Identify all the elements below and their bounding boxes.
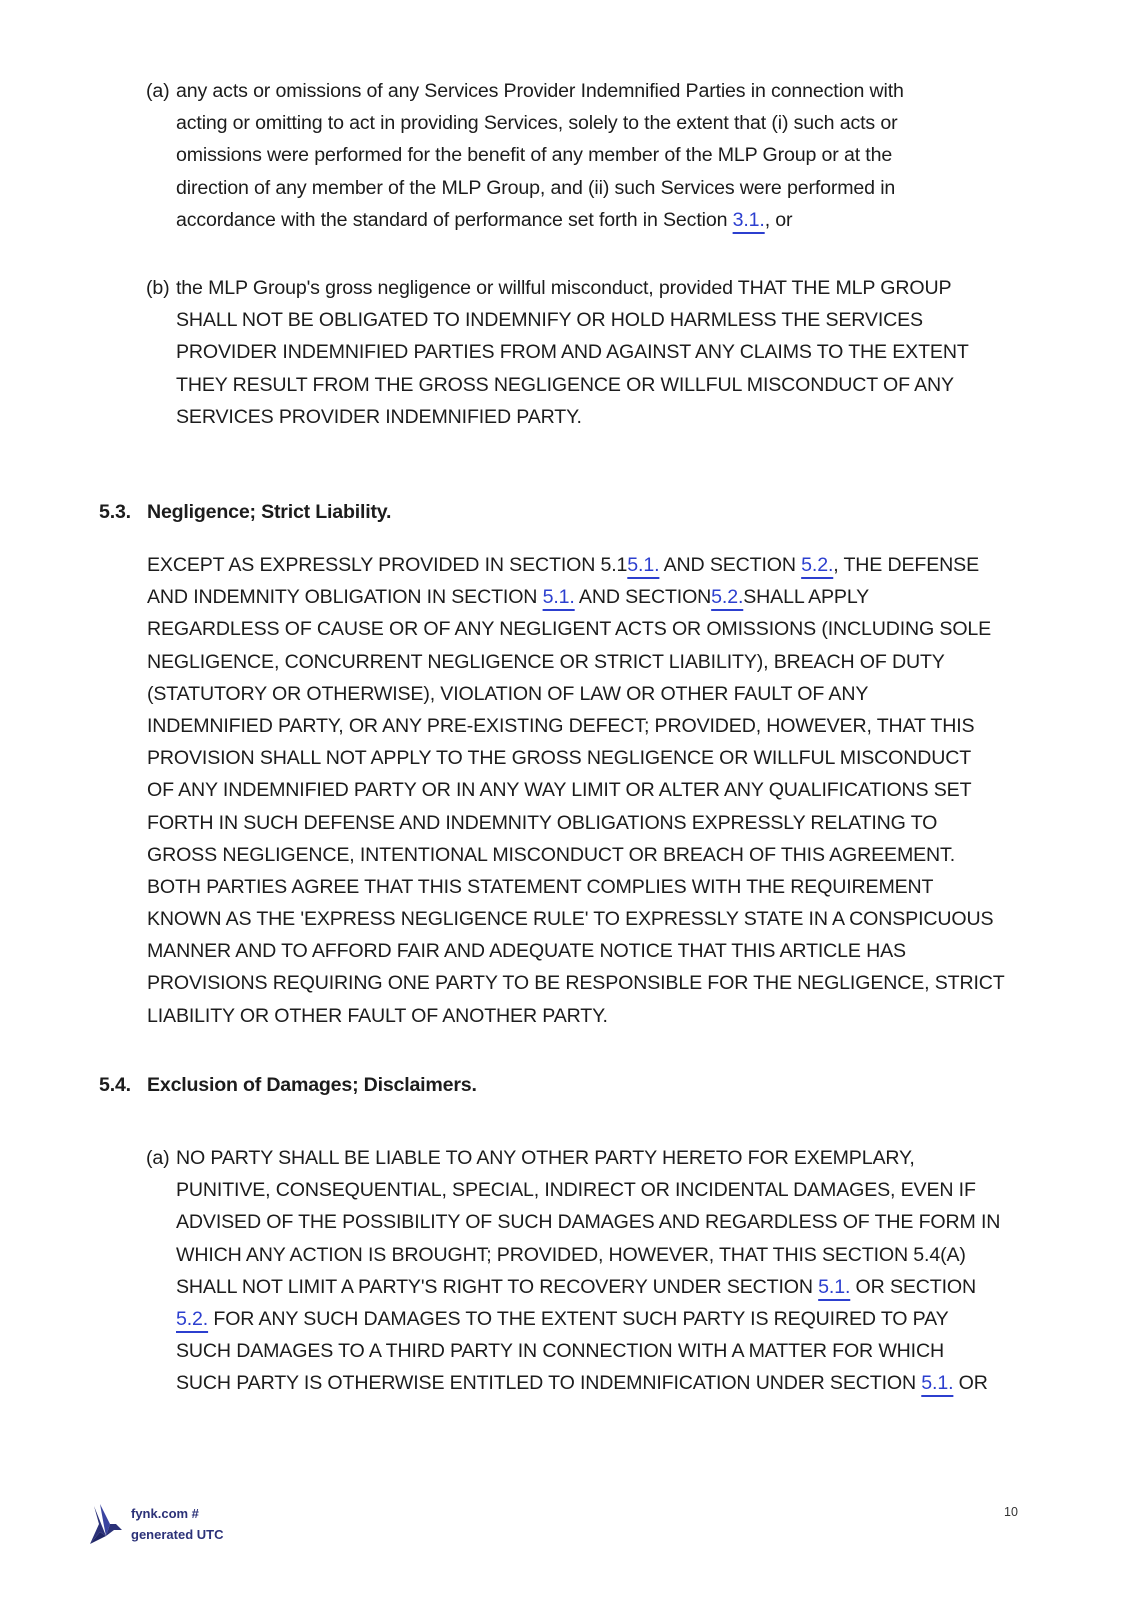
text-line: [176, 1303, 1000, 1335]
section-heading-5-4: [99, 1070, 477, 1100]
section-number: 5.3.: [99, 501, 131, 523]
clause-5-2-a: [146, 75, 904, 236]
clause-5-3-body: [147, 549, 1005, 1032]
origami-bird-icon: [86, 1500, 126, 1544]
text-line: BOTH PARTIES AGREE THAT THIS STATEMENT COMPLIES WITH THE REQUIREMENT: [147, 875, 934, 898]
section-heading-5-3: [99, 497, 391, 527]
section-link-5-1[interactable]: 5.1.: [542, 586, 575, 609]
list-marker: (a): [146, 80, 170, 102]
text-span: SHALL APPLY: [743, 586, 870, 609]
text-span: OR SECTION: [850, 1275, 976, 1298]
text-span: AND INDEMNITY OBLIGATION IN SECTION: [147, 586, 543, 609]
section-link-5-2[interactable]: 5.2.: [176, 1307, 209, 1330]
text-span: SUCH PARTY IS OTHERWISE ENTITLED TO INDEMNIFICATION UNDER SECTION: [176, 1372, 922, 1395]
text-line: acting or omitting to act in providing Services, solely to the extent that (i) such acts or: [176, 112, 898, 135]
text-line: NO PARTY SHALL BE LIABLE TO ANY OTHER PARTY HERETO FOR EXEMPLARY,: [176, 1147, 915, 1169]
text-line: direction of any member of the MLP Group, and (ii) such Services were performed in: [176, 176, 896, 199]
section-number: 5.4.: [99, 1074, 131, 1096]
text-span: , or: [764, 208, 793, 231]
text-line: omissions were performed for the benefit of any member of the MLP Group or at the: [176, 144, 893, 167]
text-line: PROVIDER INDEMNIFIED PARTIES FROM AND AGAINST ANY CLAIMS TO THE EXTENT: [176, 341, 969, 364]
list-marker: (a): [146, 1147, 170, 1169]
text-span: AND SECTION: [574, 586, 712, 609]
text-line: SHALL NOT BE OBLIGATED TO INDEMNIFY OR HOLD HARMLESS THE SERVICES: [176, 309, 923, 332]
text-span: FOR ANY SUCH DAMAGES TO THE EXTENT SUCH PARTY IS REQUIRED TO PAY: [208, 1307, 949, 1330]
text-span: , THE DEFENSE: [833, 554, 980, 576]
text-line: [147, 581, 1005, 613]
text-line: LIABILITY OR OTHER FAULT OF ANOTHER PARTY.: [147, 1004, 608, 1027]
text-line: SERVICES PROVIDER INDEMNIFIED PARTY.: [176, 405, 582, 428]
section-title: Negligence; Strict Liability.: [147, 501, 392, 523]
page-number: 10: [1004, 1505, 1018, 1519]
text-line: ADVISED OF THE POSSIBILITY OF SUCH DAMAGES AND REGARDLESS OF THE FORM IN: [176, 1211, 1001, 1234]
clause-5-2-b: [146, 272, 969, 433]
text-line: MANNER AND TO AFFORD FAIR AND ADEQUATE NOTICE THAT THIS ARTICLE HAS: [147, 940, 906, 963]
clause-5-4-a: [146, 1142, 1001, 1400]
text-line: [176, 1271, 1000, 1303]
text-line: WHICH ANY ACTION IS BROUGHT; PROVIDED, HOWEVER, THAT THIS SECTION 5.4(A): [176, 1243, 966, 1266]
footer-generated-line: generated UTC: [131, 1527, 224, 1542]
text-span: OR: [953, 1372, 988, 1395]
section-link-5-1[interactable]: 5.1.: [921, 1372, 954, 1395]
text-line: any acts or omissions of any Services Provider Indemnified Parties in connection with: [176, 80, 904, 102]
section-title: Exclusion of Damages; Disclaimers.: [147, 1074, 477, 1096]
text-line: INDEMNIFIED PARTY, OR ANY PRE-EXISTING DEFECT; PROVIDED, HOWEVER, THAT THIS: [147, 714, 975, 737]
text-line: [176, 1367, 1000, 1399]
text-span: EXCEPT AS EXPRESSLY PROVIDED IN SECTION 5.1: [147, 554, 628, 576]
text-line: NEGLIGENCE, CONCURRENT NEGLIGENCE OR STRICT LIABILITY), BREACH OF DUTY: [147, 650, 945, 673]
text-line: PROVISION SHALL NOT APPLY TO THE GROSS NEGLIGENCE OR WILLFUL MISCONDUCT: [147, 747, 972, 770]
text-line: (STATUTORY OR OTHERWISE), VIOLATION OF LAW OR OTHER FAULT OF ANY: [147, 682, 869, 705]
text-line: GROSS NEGLIGENCE, INTENTIONAL MISCONDUCT OR BREACH OF THIS AGREEMENT.: [147, 843, 955, 866]
text-span: accordance with the standard of performance set forth in Section: [176, 208, 733, 231]
section-link-5-1[interactable]: 5.1.: [818, 1275, 851, 1298]
list-marker: (b): [146, 277, 170, 299]
section-link-5-2[interactable]: 5.2.: [711, 586, 744, 609]
text-line: the MLP Group's gross negligence or willful misconduct, provided THAT THE MLP GROUP: [176, 277, 952, 299]
text-span: AND SECTION: [659, 554, 802, 576]
text-line: SUCH DAMAGES TO A THIRD PARTY IN CONNECTION WITH A MATTER FOR WHICH: [176, 1340, 944, 1363]
section-link-5-2[interactable]: 5.2.: [801, 554, 834, 576]
section-link-5-1[interactable]: 5.1.: [627, 554, 660, 576]
text-line: [147, 549, 1005, 581]
footer-brand-line: fynk.com #: [131, 1506, 199, 1521]
text-line: REGARDLESS OF CAUSE OR OF ANY NEGLIGENT ACTS OR OMISSIONS (INCLUDING SOLE: [147, 618, 992, 641]
text-line: THEY RESULT FROM THE GROSS NEGLIGENCE OR WILLFUL MISCONDUCT OF ANY: [176, 373, 954, 396]
section-link-3-1[interactable]: 3.1.: [732, 208, 765, 231]
text-span: SHALL NOT LIMIT A PARTY'S RIGHT TO RECOVERY UNDER SECTION: [176, 1275, 819, 1298]
text-line: PUNITIVE, CONSEQUENTIAL, SPECIAL, INDIRECT OR INCIDENTAL DAMAGES, EVEN IF: [176, 1179, 976, 1202]
text-line: OF ANY INDEMNIFIED PARTY OR IN ANY WAY LIMIT OR ALTER ANY QUALIFICATIONS SET: [147, 779, 972, 802]
text-line: PROVISIONS REQUIRING ONE PARTY TO BE RESPONSIBLE FOR THE NEGLIGENCE, STRICT: [147, 972, 1005, 995]
footer-generated-info: [131, 1503, 223, 1545]
text-line: FORTH IN SUCH DEFENSE AND INDEMNITY OBLIGATIONS EXPRESSLY RELATING TO: [147, 811, 938, 834]
text-line: KNOWN AS THE 'EXPRESS NEGLIGENCE RULE' TO EXPRESSLY STATE IN A CONSPICUOUS: [147, 908, 994, 931]
text-line: [176, 204, 904, 236]
